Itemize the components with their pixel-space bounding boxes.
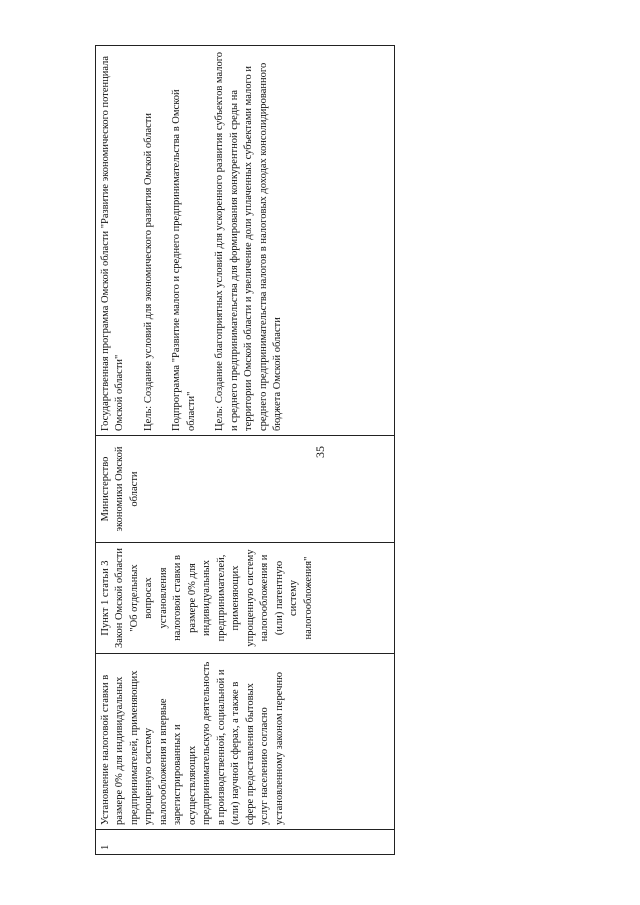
tax-benefit-table: [95, 45, 395, 855]
subprogram-title: Подпрограмма "Развитие малого и среднего предпринимательства в Омской области": [171, 89, 197, 431]
table-row: [96, 46, 395, 855]
legal-basis-cell: [96, 543, 395, 654]
curator-text: Министерство экономики Омской области: [100, 446, 140, 532]
row-number: 1: [100, 844, 111, 850]
spacer: [199, 50, 213, 431]
program-title: Государственная программа Омской области "Развитие экономического потенциала Омской области": [100, 55, 126, 431]
program-cell: [96, 46, 395, 436]
page-number: 35: [313, 446, 327, 458]
spacer: [156, 50, 170, 431]
measure-text: Установление налоговой ставки в размере 0% для индивидуальных предпринимателей, применяющих упрощенную систему налогообложения и впервые зарегистрированных и осуществляющих предпринимательскую деятельность в производственной, социальной и (или) научной сферах, а также в сфере предоставления бытовых услуг населению согласно установленному законом перечню: [100, 661, 285, 825]
subprogram-goal: Цель: Создание благоприятных условий для ускоренного развития субъектов малого и среднего предпринимательства для формирования конкурентной среды на территории Омской области и увеличение доли уплаченных субъектами малого и среднего предпринимательства налогов в налоговых доходах консолидированного бюджета Омской области: [214, 51, 284, 431]
measure-cell: [96, 654, 395, 830]
spacer: [128, 50, 142, 431]
row-number-cell: [96, 830, 395, 855]
program-goal: Цель: Создание условий для экономического развития Омской области: [142, 112, 154, 431]
legal-basis-text: Пункт 1 статьи 3 Закон Омской области "Об отдельных вопросах установления налоговой ставки в размере 0% для индивидуальных предпринимателей, применяющих упрощенную систему налогообложения и (или) патентную систему налогообложения": [100, 547, 314, 649]
curator-cell: [96, 436, 395, 543]
rotated-content: [95, 45, 395, 855]
rotated-sheet: [95, 45, 395, 855]
